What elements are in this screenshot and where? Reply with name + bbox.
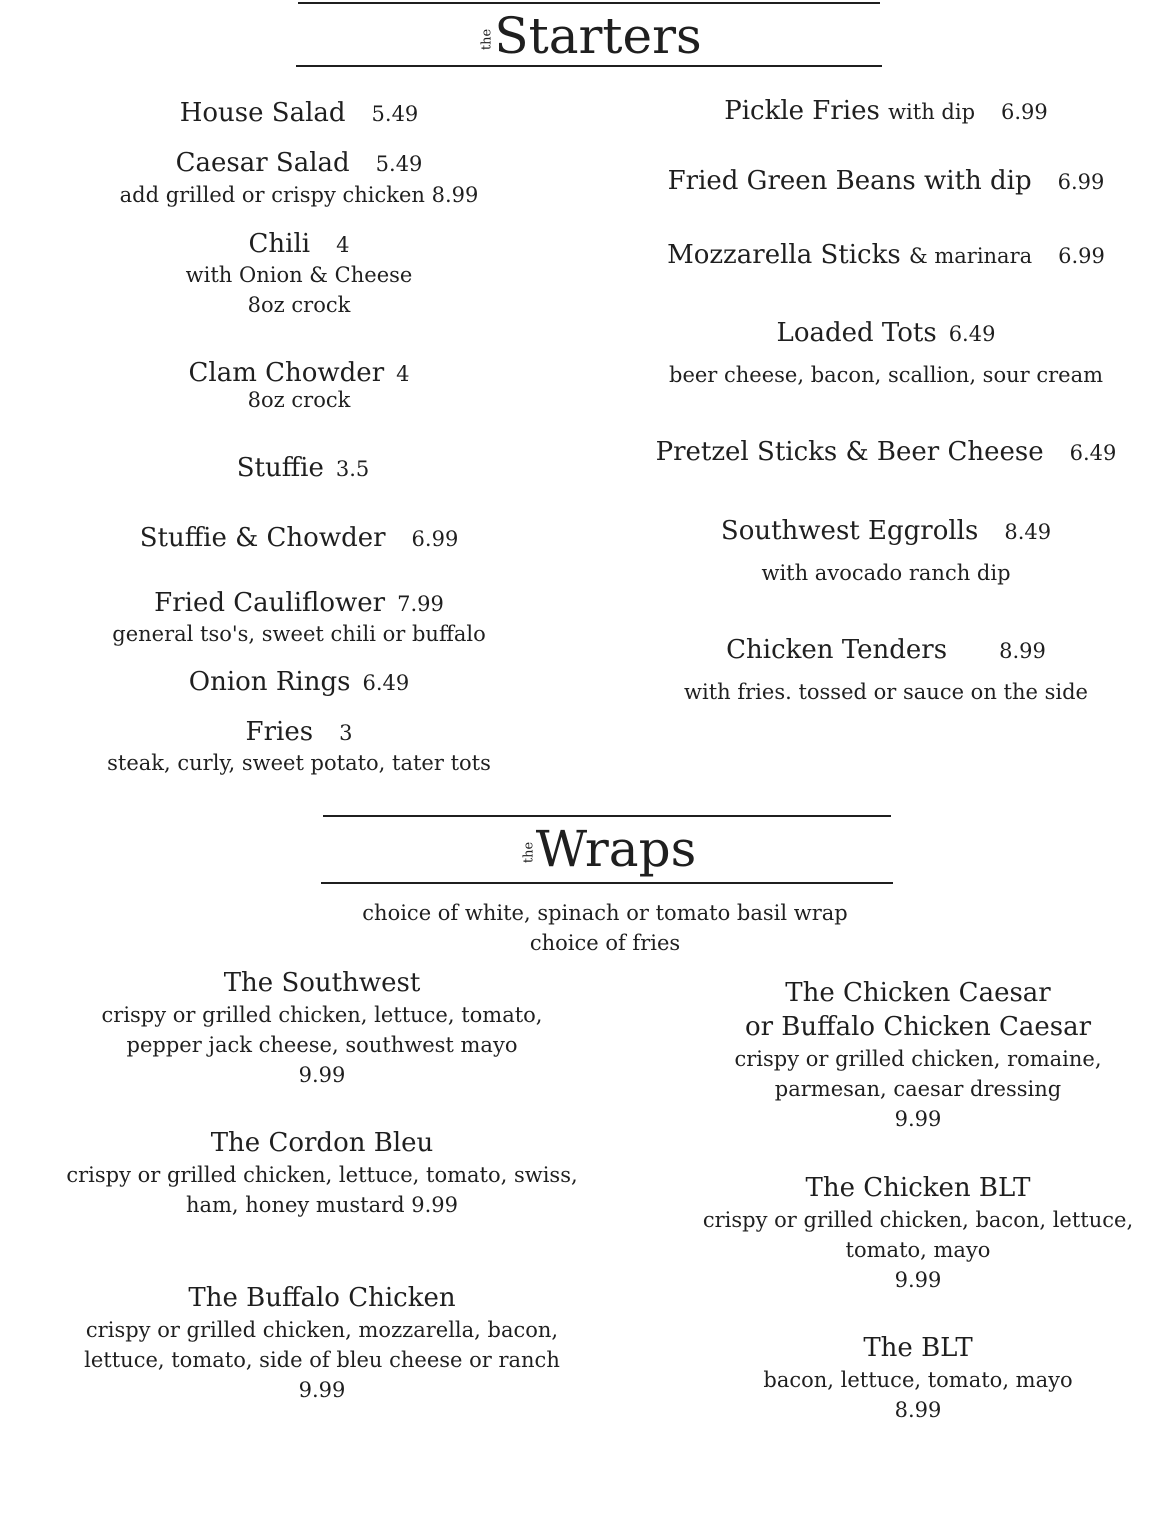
wrap-description: tomato, mayo xyxy=(845,1238,991,1262)
wrap-price: 9.99 xyxy=(894,1268,942,1292)
wraps-heading xyxy=(323,821,891,877)
menu-item-note: 8oz crock xyxy=(247,293,351,317)
wrap-description: crispy or grilled chicken, bacon, lettuce, xyxy=(702,1208,1134,1232)
menu-item-name: Stuffie 3.5 xyxy=(236,453,370,483)
wrap-name: The Southwest xyxy=(223,968,421,998)
wraps-bottom-rule xyxy=(321,882,893,884)
menu-item-name: Pickle Fries with dip 6.99 xyxy=(724,96,1048,126)
menu-item-name: Stuffie & Chowder 6.99 xyxy=(139,523,459,553)
menu-item-name: Pretzel Sticks & Beer Cheese 6.49 xyxy=(655,437,1117,467)
wrap-price: 8.99 xyxy=(894,1398,942,1422)
starters-title: Starters xyxy=(494,7,702,65)
wrap-description: ham, honey mustard 9.99 xyxy=(185,1193,459,1217)
menu-item-name: Caesar Salad 5.49 xyxy=(175,148,423,178)
menu-item-name: Chili 4 xyxy=(248,229,350,259)
wrap-name: The Chicken Caesar xyxy=(785,978,1051,1008)
wraps-intro: choice of fries xyxy=(529,931,681,955)
wrap-description: bacon, lettuce, tomato, mayo xyxy=(763,1368,1073,1392)
wraps-title: Wraps xyxy=(535,820,697,878)
menu-item-name: Chicken Tenders 8.99 xyxy=(726,635,1046,665)
wraps-intro: choice of white, spinach or tomato basil wrap xyxy=(362,901,848,925)
wrap-description: crispy or grilled chicken, lettuce, tomato, xyxy=(101,1003,543,1027)
wrap-name: The Chicken BLT xyxy=(805,1173,1031,1203)
starters-bottom-rule xyxy=(296,65,882,67)
menu-item-name: House Salad 5.49 xyxy=(179,98,419,128)
menu-item-name: Southwest Eggrolls 8.49 xyxy=(720,516,1052,546)
wrap-name: or Buffalo Chicken Caesar xyxy=(744,1012,1092,1042)
menu-item-name: Fried Cauliflower 7.99 xyxy=(154,588,444,618)
wraps-top-rule xyxy=(323,815,891,817)
menu-item-note: 8oz crock xyxy=(247,388,351,412)
starters-the: the xyxy=(479,28,495,51)
wrap-name: The Buffalo Chicken xyxy=(188,1283,456,1313)
menu-item-name: Fries 3 xyxy=(245,717,353,747)
menu-item-name: Onion Rings 6.49 xyxy=(188,667,410,697)
menu-item-note: with avocado ranch dip xyxy=(761,561,1011,585)
menu-item-note: with Onion & Cheese xyxy=(185,263,413,287)
wrap-price: 9.99 xyxy=(894,1107,942,1131)
menu-item-note: add grilled or crispy chicken 8.99 xyxy=(119,183,479,207)
wraps-the: the xyxy=(521,841,537,864)
menu-item-note: steak, curly, sweet potato, tater tots xyxy=(107,751,491,775)
wrap-description: crispy or grilled chicken, mozzarella, bacon, xyxy=(85,1318,559,1342)
starters-top-rule xyxy=(298,2,880,4)
menu-item-note: general tso's, sweet chili or buffalo xyxy=(112,622,486,646)
wrap-description: parmesan, caesar dressing xyxy=(774,1077,1062,1101)
menu-item-note: with fries. tossed or sauce on the side xyxy=(684,680,1088,704)
wrap-description: pepper jack cheese, southwest mayo xyxy=(126,1033,518,1057)
wrap-description: crispy or grilled chicken, lettuce, tomato, swiss, xyxy=(66,1163,578,1187)
starters-heading xyxy=(298,8,880,64)
wrap-description: crispy or grilled chicken, romaine, xyxy=(734,1047,1102,1071)
wrap-price: 9.99 xyxy=(298,1378,346,1402)
wrap-name: The Cordon Bleu xyxy=(210,1128,434,1158)
wrap-name: The BLT xyxy=(863,1333,973,1363)
wrap-description: lettuce, tomato, side of bleu cheese or ranch xyxy=(84,1348,560,1372)
menu-item-name: Mozzarella Sticks & marinara 6.99 xyxy=(667,240,1105,270)
menu-item-name: Loaded Tots 6.49 xyxy=(776,318,996,348)
menu-item-name: Clam Chowder 4 xyxy=(188,358,410,388)
wrap-price: 9.99 xyxy=(298,1063,346,1087)
menu-item-note: beer cheese, bacon, scallion, sour cream xyxy=(669,363,1103,387)
menu-item-name: Fried Green Beans with dip 6.99 xyxy=(667,166,1105,196)
